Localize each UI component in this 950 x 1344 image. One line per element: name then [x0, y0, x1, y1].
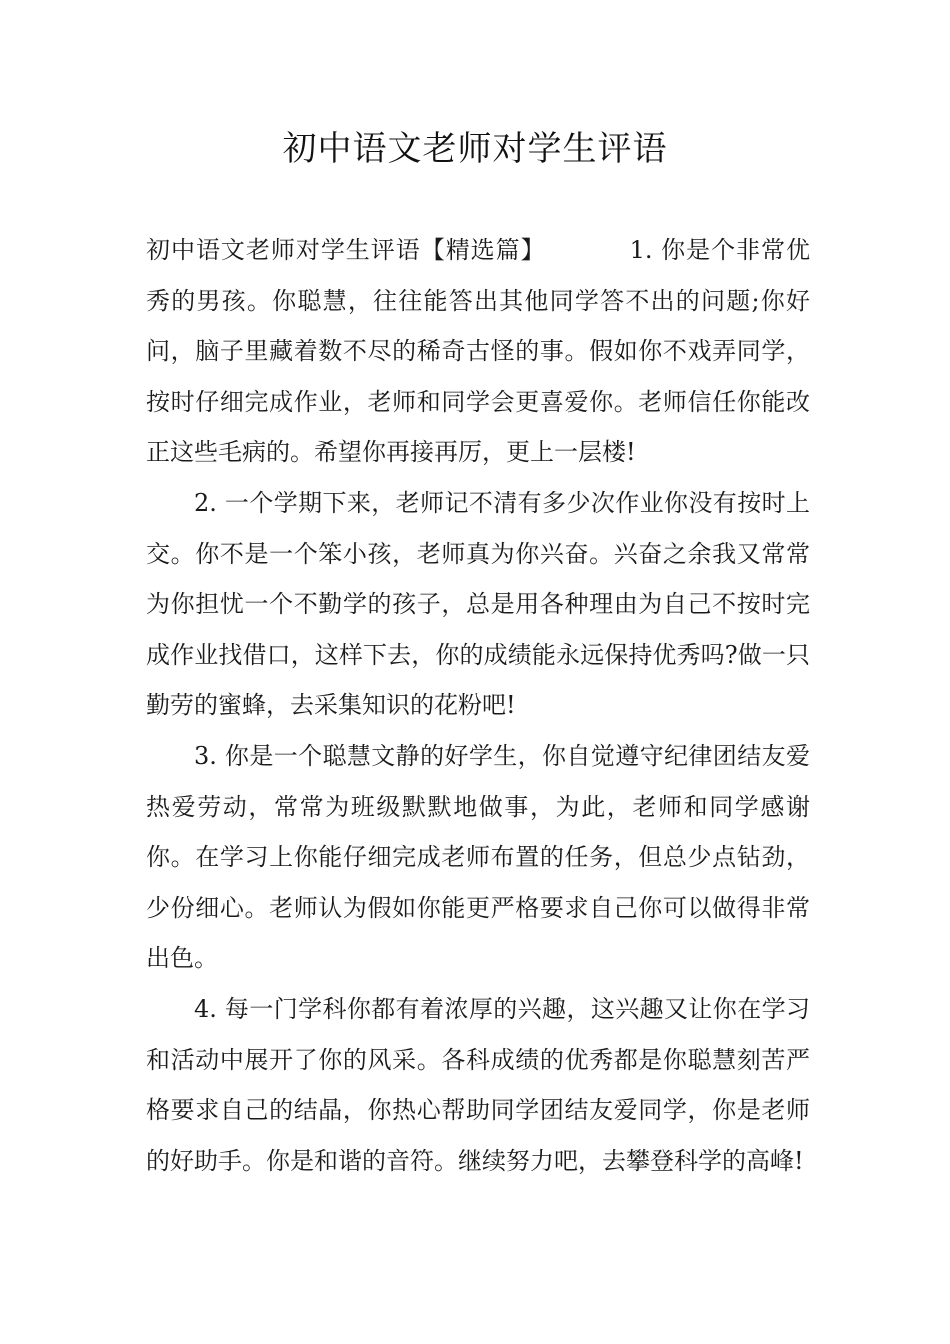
- intro-lead: 初中语文老师对学生评语【精选篇】: [146, 236, 546, 264]
- comment-item-2: 2. 一个学期下来，老师记不清有多少次作业你没有按时上交。你不是一个笨小孩，老师真为你兴奋。兴奋之余我又常常为你担忧一个不勤学的孩子，总是用各种理由为自己不按时完成作业找借口，这样下去，你的成绩能永远保持优秀吗?做一只勤劳的蜜蜂，去采集知识的花粉吧!: [146, 488, 810, 720]
- intro-paragraph: [146, 225, 810, 478]
- comment-item-4: 4. 每一门学科你都有着浓厚的兴趣，这兴趣又让你在学习和活动中展开了你的风采。各科成绩的优秀都是你聪慧刻苦严格要求自己的结晶，你热心帮助同学团结友爱同学，你是老师的好助手。你是和谐的音符。继续努力吧，去攀登科学的高峰!: [146, 994, 810, 1175]
- comment-item-1: 1. 你是个非常优秀的男孩。你聪慧，往往能答出其他同学答不出的问题;你好问，脑子里藏着数不尽的稀奇古怪的事。假如你不戏弄同学，按时仔细完成作业，老师和同学会更喜爱你。老师信任你能改正这些毛病的。希望你再接再厉，更上一层楼!: [146, 236, 811, 467]
- document-title: 初中语文老师对学生评语: [282, 129, 668, 169]
- document-body: [146, 225, 810, 1186]
- comment-item-3: 3. 你是一个聪慧文静的好学生，你自觉遵守纪律团结友爱热爱劳动，常常为班级默默地做事，为此，老师和同学感谢你。在学习上你能仔细完成老师布置的任务，但总少点钻劲，少份细心。老师认为假如你能更严格要求自己你可以做得非常出色。: [146, 741, 810, 973]
